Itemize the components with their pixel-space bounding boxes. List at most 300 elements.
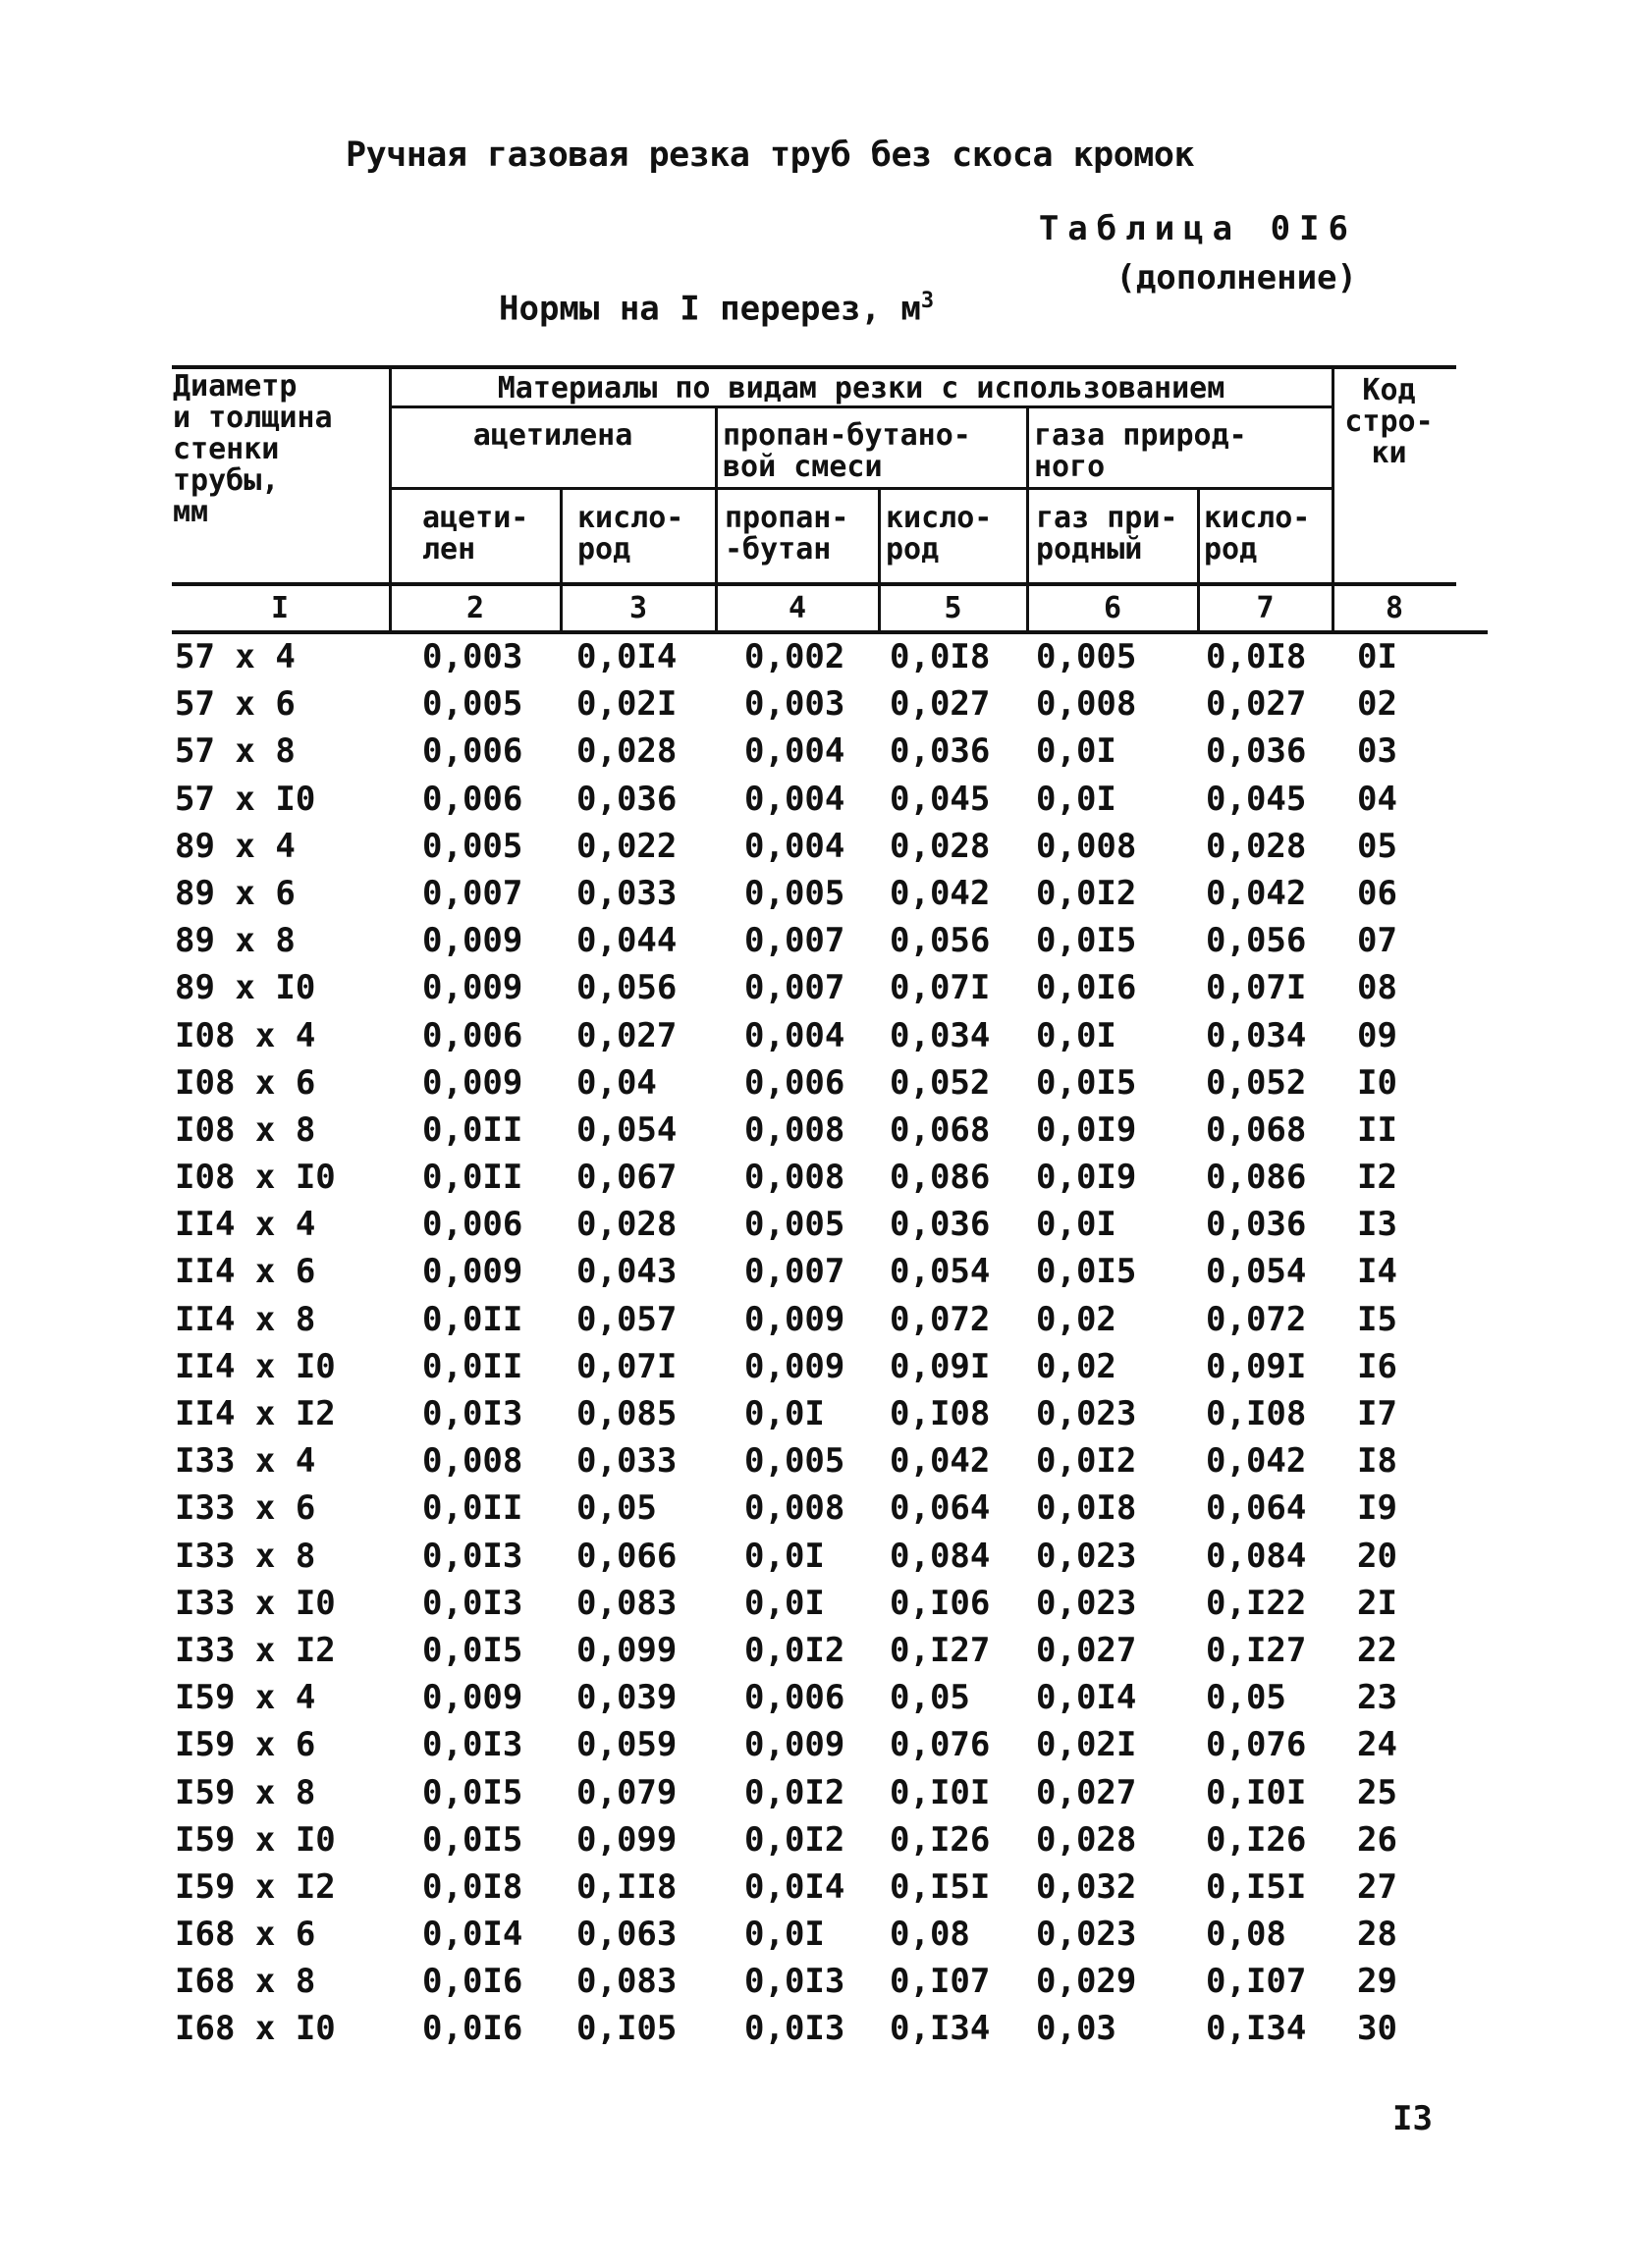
cell-value: 0,I0I bbox=[890, 1772, 991, 1812]
cell-value: 0,028 bbox=[576, 731, 678, 772]
cell-value: 0,042 bbox=[1206, 1441, 1307, 1482]
cell-value: 0,0I5 bbox=[1036, 1062, 1137, 1103]
cell-value: 0,I07 bbox=[1206, 1962, 1307, 2002]
cell-diameter: I33 x I0 bbox=[175, 1583, 336, 1623]
colnum-2: 2 bbox=[465, 591, 485, 625]
cell-value: 0,054 bbox=[1206, 1252, 1307, 1292]
vrule-2 bbox=[560, 490, 563, 633]
cell-value: 0,027 bbox=[1036, 1772, 1137, 1812]
cell-value: 0,043 bbox=[576, 1252, 678, 1292]
table-label: Таблица 0I6 bbox=[1038, 209, 1357, 248]
cell-value: 0,I26 bbox=[890, 1819, 991, 1860]
cell-value: 0,05 bbox=[576, 1488, 657, 1529]
cell-code: I9 bbox=[1357, 1488, 1397, 1529]
materials-rule bbox=[391, 405, 1332, 408]
cell-value: 0,056 bbox=[576, 968, 678, 1008]
cell-value: 0,036 bbox=[890, 731, 991, 772]
cell-code: 28 bbox=[1357, 1915, 1397, 1955]
cell-value: 0,022 bbox=[576, 826, 678, 866]
cell-value: 0,009 bbox=[422, 921, 523, 961]
cell-value: 0,004 bbox=[744, 731, 845, 772]
cell-value: 0,0II bbox=[422, 1346, 523, 1386]
cell-value: 0,0I3 bbox=[744, 1962, 845, 2002]
cell-value: 0,I27 bbox=[890, 1630, 991, 1670]
cell-value: 0,042 bbox=[1206, 873, 1307, 913]
cell-value: 0,0I5 bbox=[422, 1819, 523, 1860]
table-row bbox=[0, 1769, 1632, 1816]
table-row bbox=[0, 1580, 1632, 1627]
cell-diameter: 57 x 6 bbox=[175, 684, 296, 725]
cell-diameter: 89 x I0 bbox=[175, 968, 316, 1008]
header-sub-propane: пропан- -бутан bbox=[725, 501, 849, 567]
cell-value: 0,023 bbox=[1036, 1583, 1137, 1623]
cell-value: 0,006 bbox=[422, 1205, 523, 1245]
cell-value: 0,005 bbox=[422, 826, 523, 866]
cell-code: I0 bbox=[1357, 1062, 1397, 1103]
cell-code: 04 bbox=[1357, 779, 1397, 819]
table-row bbox=[0, 1201, 1632, 1248]
cell-code: 29 bbox=[1357, 1962, 1397, 2002]
table-row bbox=[0, 680, 1632, 728]
cell-value: 0,009 bbox=[422, 968, 523, 1008]
table-row bbox=[0, 1911, 1632, 1958]
cell-code: II bbox=[1357, 1109, 1397, 1150]
cell-code: I2 bbox=[1357, 1158, 1397, 1198]
cell-value: 0,I34 bbox=[890, 2009, 991, 2049]
cell-diameter: I08 x I0 bbox=[175, 1158, 336, 1198]
cell-value: 0,02 bbox=[1036, 1346, 1116, 1386]
cell-value: 0,0I8 bbox=[422, 1866, 523, 1907]
vrule-1 bbox=[389, 365, 392, 633]
cell-value: 0,029 bbox=[1036, 1962, 1137, 2002]
cell-value: 0,0II bbox=[422, 1158, 523, 1198]
cell-value: 0,052 bbox=[1206, 1062, 1307, 1103]
cell-value: 0,064 bbox=[1206, 1488, 1307, 1529]
cell-value: 0,007 bbox=[744, 968, 845, 1008]
header-materials: Материалы по видам резки с использованием bbox=[497, 371, 1225, 405]
cell-value: 0,028 bbox=[890, 826, 991, 866]
cell-value: 0,0I2 bbox=[1036, 873, 1137, 913]
cell-value: 0,0I3 bbox=[744, 2009, 845, 2049]
cell-code: 26 bbox=[1357, 1819, 1397, 1860]
cell-value: 0,036 bbox=[576, 779, 678, 819]
cell-value: 0,064 bbox=[890, 1488, 991, 1529]
cell-diameter: I68 x I0 bbox=[175, 2009, 336, 2049]
header-bottom-rule bbox=[172, 582, 1456, 586]
cell-value: 0,0I5 bbox=[1036, 921, 1137, 961]
cell-code: I4 bbox=[1357, 1252, 1397, 1292]
cell-code: I3 bbox=[1357, 1205, 1397, 1245]
cell-value: 0,0I8 bbox=[1206, 637, 1307, 676]
cell-value: 0,I34 bbox=[1206, 2009, 1307, 2049]
cell-value: 0,07I bbox=[1206, 968, 1307, 1008]
table-row bbox=[0, 1437, 1632, 1485]
cell-value: 0,0I4 bbox=[744, 1866, 845, 1907]
cell-diameter: I33 x 6 bbox=[175, 1488, 316, 1529]
cell-code: 03 bbox=[1357, 731, 1397, 772]
cell-diameter: I59 x 4 bbox=[175, 1678, 316, 1718]
header-group-acetylene: ацетилена bbox=[472, 418, 633, 453]
cell-code: I6 bbox=[1357, 1346, 1397, 1386]
table-row bbox=[0, 728, 1632, 775]
cell-value: 0,07I bbox=[890, 968, 991, 1008]
colnum-6: 6 bbox=[1103, 591, 1122, 625]
cell-value: 0,008 bbox=[744, 1109, 845, 1150]
cell-value: 0,002 bbox=[744, 637, 845, 676]
cell-value: 0,076 bbox=[1206, 1725, 1307, 1765]
cell-value: 0,009 bbox=[744, 1299, 845, 1339]
cell-diameter: I08 x 8 bbox=[175, 1109, 316, 1150]
table-row bbox=[0, 1958, 1632, 2005]
cell-value: 0,008 bbox=[744, 1158, 845, 1198]
cell-value: 0,009 bbox=[744, 1346, 845, 1386]
cell-diameter: II4 x I0 bbox=[175, 1346, 336, 1386]
cell-value: 0,02I bbox=[576, 684, 678, 725]
cell-diameter: 57 x I0 bbox=[175, 779, 316, 819]
cell-value: 0,I22 bbox=[1206, 1583, 1307, 1623]
table-row bbox=[0, 1012, 1632, 1059]
cell-value: 0,084 bbox=[890, 1536, 991, 1576]
cell-value: 0,036 bbox=[1206, 1205, 1307, 1245]
cell-value: 0,0I5 bbox=[422, 1772, 523, 1812]
cell-value: 0,I06 bbox=[890, 1583, 991, 1623]
header-diameter: Диаметр и толщина стенки трубы, мм bbox=[173, 369, 333, 529]
cell-code: 27 bbox=[1357, 1866, 1397, 1907]
cell-code: 09 bbox=[1357, 1015, 1397, 1055]
cell-value: 0,027 bbox=[1206, 684, 1307, 725]
cell-value: 0,008 bbox=[1036, 684, 1137, 725]
cell-diameter: I59 x I2 bbox=[175, 1866, 336, 1907]
cell-value: 0,0I3 bbox=[422, 1536, 523, 1576]
cell-value: 0,059 bbox=[576, 1725, 678, 1765]
colnum-4: 4 bbox=[788, 591, 807, 625]
cell-value: 0,0I2 bbox=[744, 1772, 845, 1812]
header-sub-acetylene: ацети- лен bbox=[422, 501, 529, 567]
cell-value: 0,005 bbox=[422, 684, 523, 725]
table-row bbox=[0, 2005, 1632, 2052]
cell-value: 0,032 bbox=[1036, 1866, 1137, 1907]
cell-code: 08 bbox=[1357, 968, 1397, 1008]
cell-value: 0,0II bbox=[422, 1488, 523, 1529]
cell-value: 0,036 bbox=[1206, 731, 1307, 772]
cell-value: 0,0I9 bbox=[1036, 1109, 1137, 1150]
group-rule bbox=[391, 487, 1332, 490]
cell-value: 0,007 bbox=[422, 873, 523, 913]
cell-value: 0,027 bbox=[890, 684, 991, 725]
cell-value: 0,023 bbox=[1036, 1394, 1137, 1433]
cell-value: 0,I07 bbox=[890, 1962, 991, 2002]
cell-value: 0,0I3 bbox=[422, 1394, 523, 1433]
cell-diameter: II4 x I2 bbox=[175, 1394, 336, 1433]
table-row bbox=[0, 1343, 1632, 1390]
cell-diameter: II4 x 4 bbox=[175, 1205, 316, 1245]
cell-value: 0,0II bbox=[422, 1109, 523, 1150]
cell-value: 0,II8 bbox=[576, 1866, 678, 1907]
table-row bbox=[0, 633, 1632, 680]
cell-code: 02 bbox=[1357, 684, 1397, 725]
cell-value: 0,0I bbox=[1036, 1015, 1116, 1055]
cell-diameter: II4 x 6 bbox=[175, 1252, 316, 1292]
cell-value: 0,0I bbox=[744, 1915, 825, 1955]
header-sub-oxygen-3: кисло- род bbox=[1204, 501, 1311, 567]
cell-value: 0,0I bbox=[744, 1394, 825, 1433]
cell-value: 0,099 bbox=[576, 1630, 678, 1670]
colnum-1: I bbox=[270, 591, 290, 625]
cell-value: 0,0I4 bbox=[422, 1915, 523, 1955]
cell-value: 0,0I bbox=[1036, 779, 1116, 819]
cell-value: 0,033 bbox=[576, 873, 678, 913]
cell-value: 0,076 bbox=[890, 1725, 991, 1765]
cell-value: 0,0I bbox=[744, 1536, 825, 1576]
cell-code: 20 bbox=[1357, 1536, 1397, 1576]
header-sub-oxygen-1: кисло- род bbox=[577, 501, 684, 567]
vrule-3 bbox=[715, 405, 718, 633]
cell-value: 0,003 bbox=[744, 684, 845, 725]
cell-value: 0,006 bbox=[744, 1678, 845, 1718]
cell-value: 0,036 bbox=[890, 1205, 991, 1245]
header-top-rule bbox=[172, 365, 1456, 369]
cell-value: 0,009 bbox=[422, 1678, 523, 1718]
cell-value: 0,009 bbox=[744, 1725, 845, 1765]
cell-diameter: I08 x 6 bbox=[175, 1062, 316, 1103]
table-row bbox=[0, 917, 1632, 964]
colnum-5: 5 bbox=[944, 591, 962, 625]
cell-code: 23 bbox=[1357, 1678, 1397, 1718]
cell-diameter: I59 x 6 bbox=[175, 1725, 316, 1765]
cell-value: 0,023 bbox=[1036, 1536, 1137, 1576]
cell-code: 07 bbox=[1357, 921, 1397, 961]
cell-value: 0,027 bbox=[1036, 1630, 1137, 1670]
cell-value: 0,042 bbox=[890, 1441, 991, 1482]
cell-value: 0,09I bbox=[1206, 1346, 1307, 1386]
cell-value: 0,023 bbox=[1036, 1915, 1137, 1955]
table-row bbox=[0, 964, 1632, 1011]
table-body bbox=[0, 633, 1632, 2053]
colnum-3: 3 bbox=[628, 591, 648, 625]
cell-diameter: 57 x 8 bbox=[175, 731, 296, 772]
cell-code: 30 bbox=[1357, 2009, 1397, 2049]
table-row bbox=[0, 1674, 1632, 1721]
cell-value: 0,028 bbox=[1036, 1819, 1137, 1860]
cell-value: 0,0I2 bbox=[744, 1819, 845, 1860]
page-title: Ручная газовая резка труб без скоса кромок bbox=[346, 135, 1195, 175]
cell-diameter: 89 x 6 bbox=[175, 873, 296, 913]
cell-value: 0,027 bbox=[576, 1015, 678, 1055]
cell-code: 22 bbox=[1357, 1630, 1397, 1670]
cell-value: 0,056 bbox=[1206, 921, 1307, 961]
table-row bbox=[0, 1248, 1632, 1295]
cell-diameter: I68 x 6 bbox=[175, 1915, 316, 1955]
cell-code: 05 bbox=[1357, 826, 1397, 866]
table-row bbox=[0, 1107, 1632, 1154]
cell-value: 0,08 bbox=[890, 1915, 970, 1955]
colnum-8: 8 bbox=[1385, 591, 1404, 625]
cell-value: 0,079 bbox=[576, 1772, 678, 1812]
table-label-block bbox=[1039, 204, 1357, 302]
table-row bbox=[0, 1816, 1632, 1863]
cell-value: 0,0I8 bbox=[1036, 1488, 1137, 1529]
cell-value: 0,007 bbox=[744, 921, 845, 961]
table-note: (дополнение) bbox=[1115, 258, 1357, 297]
norms-unit-sup: 3 bbox=[920, 289, 935, 313]
table-row bbox=[0, 1863, 1632, 1911]
cell-value: 0,0I bbox=[744, 1583, 825, 1623]
norms-caption bbox=[499, 289, 934, 328]
table-row bbox=[0, 1485, 1632, 1532]
cell-value: 0,0I6 bbox=[422, 1962, 523, 2002]
cell-value: 0,067 bbox=[576, 1158, 678, 1198]
cell-value: 0,I26 bbox=[1206, 1819, 1307, 1860]
table-row bbox=[0, 1533, 1632, 1580]
cell-value: 0,009 bbox=[422, 1062, 523, 1103]
cell-value: 0,006 bbox=[422, 731, 523, 772]
cell-value: 0,003 bbox=[422, 637, 523, 676]
cell-diameter: I33 x 8 bbox=[175, 1536, 316, 1576]
cell-value: 0,0I4 bbox=[576, 637, 678, 676]
cell-code: I7 bbox=[1357, 1394, 1397, 1433]
cell-code: 25 bbox=[1357, 1772, 1397, 1812]
table-row bbox=[0, 1627, 1632, 1674]
cell-value: 0,07I bbox=[576, 1346, 678, 1386]
cell-code: 24 bbox=[1357, 1725, 1397, 1765]
vrule-5 bbox=[1026, 405, 1029, 633]
cell-value: 0,005 bbox=[744, 1205, 845, 1245]
table-row bbox=[0, 1390, 1632, 1437]
cell-value: 0,028 bbox=[576, 1205, 678, 1245]
cell-value: 0,0II bbox=[422, 1299, 523, 1339]
cell-value: 0,066 bbox=[576, 1536, 678, 1576]
cell-diameter: I59 x I0 bbox=[175, 1819, 336, 1860]
cell-value: 0,056 bbox=[890, 921, 991, 961]
cell-value: 0,008 bbox=[422, 1441, 523, 1482]
cell-value: 0,04 bbox=[576, 1062, 657, 1103]
cell-value: 0,0I9 bbox=[1036, 1158, 1137, 1198]
cell-value: 0,052 bbox=[890, 1062, 991, 1103]
cell-value: 0,086 bbox=[890, 1158, 991, 1198]
cell-code: 06 bbox=[1357, 873, 1397, 913]
cell-value: 0,08 bbox=[1206, 1915, 1286, 1955]
cell-code: I8 bbox=[1357, 1441, 1397, 1482]
cell-value: 0,042 bbox=[890, 873, 991, 913]
cell-value: 0,I08 bbox=[1206, 1394, 1307, 1433]
cell-value: 0,083 bbox=[576, 1583, 678, 1623]
cell-value: 0,068 bbox=[890, 1109, 991, 1150]
cell-code: 0I bbox=[1357, 637, 1397, 676]
cell-value: 0,0I4 bbox=[1036, 1678, 1137, 1718]
cell-code: I5 bbox=[1357, 1299, 1397, 1339]
cell-value: 0,05 bbox=[890, 1678, 970, 1718]
cell-value: 0,005 bbox=[744, 873, 845, 913]
cell-value: 0,I27 bbox=[1206, 1630, 1307, 1670]
cell-value: 0,004 bbox=[744, 779, 845, 819]
cell-value: 0,0I5 bbox=[422, 1630, 523, 1670]
cell-value: 0,05 bbox=[1206, 1678, 1286, 1718]
cell-value: 0,02 bbox=[1036, 1299, 1116, 1339]
table-row bbox=[0, 776, 1632, 823]
cell-diameter: I33 x I2 bbox=[175, 1630, 336, 1670]
cell-value: 0,006 bbox=[422, 779, 523, 819]
cell-value: 0,057 bbox=[576, 1299, 678, 1339]
cell-code: 2I bbox=[1357, 1583, 1397, 1623]
cell-value: 0,0I2 bbox=[744, 1630, 845, 1670]
cell-value: 0,006 bbox=[422, 1015, 523, 1055]
cell-value: 0,I5I bbox=[890, 1866, 991, 1907]
cell-diameter: 89 x 8 bbox=[175, 921, 296, 961]
cell-diameter: 89 x 4 bbox=[175, 826, 296, 866]
cell-value: 0,009 bbox=[422, 1252, 523, 1292]
page-number: I3 bbox=[1392, 2099, 1433, 2138]
cell-value: 0,099 bbox=[576, 1819, 678, 1860]
table-row bbox=[0, 823, 1632, 870]
cell-value: 0,068 bbox=[1206, 1109, 1307, 1150]
cell-value: 0,083 bbox=[576, 1962, 678, 2002]
cell-diameter: I33 x 4 bbox=[175, 1441, 316, 1482]
header-sub-natural-gas: газ при- родный bbox=[1036, 501, 1178, 567]
cell-value: 0,084 bbox=[1206, 1536, 1307, 1576]
cell-value: 0,02I bbox=[1036, 1725, 1137, 1765]
cell-value: 0,045 bbox=[1206, 779, 1307, 819]
cell-value: 0,034 bbox=[1206, 1015, 1307, 1055]
cell-value: 0,0I6 bbox=[1036, 968, 1137, 1008]
norms-label: Нормы на I перерез, м bbox=[499, 289, 921, 329]
vrule-7 bbox=[1332, 365, 1334, 633]
vrule-4 bbox=[878, 490, 881, 633]
table-row bbox=[0, 1154, 1632, 1201]
cell-value: 0,085 bbox=[576, 1394, 678, 1433]
header-code: Код стро- ки bbox=[1344, 373, 1434, 470]
cell-value: 0,03 bbox=[1036, 2009, 1116, 2049]
cell-value: 0,I0I bbox=[1206, 1772, 1307, 1812]
cell-value: 0,039 bbox=[576, 1678, 678, 1718]
cell-value: 0,004 bbox=[744, 826, 845, 866]
table-row bbox=[0, 1721, 1632, 1768]
cell-value: 0,09I bbox=[890, 1346, 991, 1386]
cell-value: 0,0I bbox=[1036, 1205, 1116, 1245]
vrule-6 bbox=[1197, 490, 1200, 633]
cell-value: 0,0I3 bbox=[422, 1583, 523, 1623]
cell-value: 0,054 bbox=[576, 1109, 678, 1150]
header-group-gas: газа природ- ного bbox=[1034, 418, 1247, 484]
cell-value: 0,008 bbox=[744, 1488, 845, 1529]
cell-value: 0,0I8 bbox=[890, 637, 991, 676]
cell-value: 0,006 bbox=[744, 1062, 845, 1103]
cell-value: 0,063 bbox=[576, 1915, 678, 1955]
table-row bbox=[0, 1059, 1632, 1107]
header-group-propane: пропан-бутано- вой смеси bbox=[723, 418, 971, 484]
cell-value: 0,045 bbox=[890, 779, 991, 819]
cell-value: 0,044 bbox=[576, 921, 678, 961]
cell-diameter: I08 x 4 bbox=[175, 1015, 316, 1055]
cell-value: 0,054 bbox=[890, 1252, 991, 1292]
table-row bbox=[0, 1296, 1632, 1343]
cell-value: 0,0I bbox=[1036, 731, 1116, 772]
cell-diameter: I59 x 8 bbox=[175, 1772, 316, 1812]
cell-value: 0,033 bbox=[576, 1441, 678, 1482]
cell-value: 0,I5I bbox=[1206, 1866, 1307, 1907]
cell-diameter: I68 x 8 bbox=[175, 1962, 316, 2002]
cell-value: 0,0I2 bbox=[1036, 1441, 1137, 1482]
header-sub-oxygen-2: кисло- род bbox=[886, 501, 993, 567]
cell-value: 0,005 bbox=[744, 1441, 845, 1482]
cell-value: 0,0I3 bbox=[422, 1725, 523, 1765]
cell-value: 0,007 bbox=[744, 1252, 845, 1292]
colnum-7: 7 bbox=[1256, 591, 1275, 625]
cell-value: 0,004 bbox=[744, 1015, 845, 1055]
cell-value: 0,I05 bbox=[576, 2009, 678, 2049]
cell-value: 0,086 bbox=[1206, 1158, 1307, 1198]
cell-value: 0,I08 bbox=[890, 1394, 991, 1433]
cell-value: 0,008 bbox=[1036, 826, 1137, 866]
